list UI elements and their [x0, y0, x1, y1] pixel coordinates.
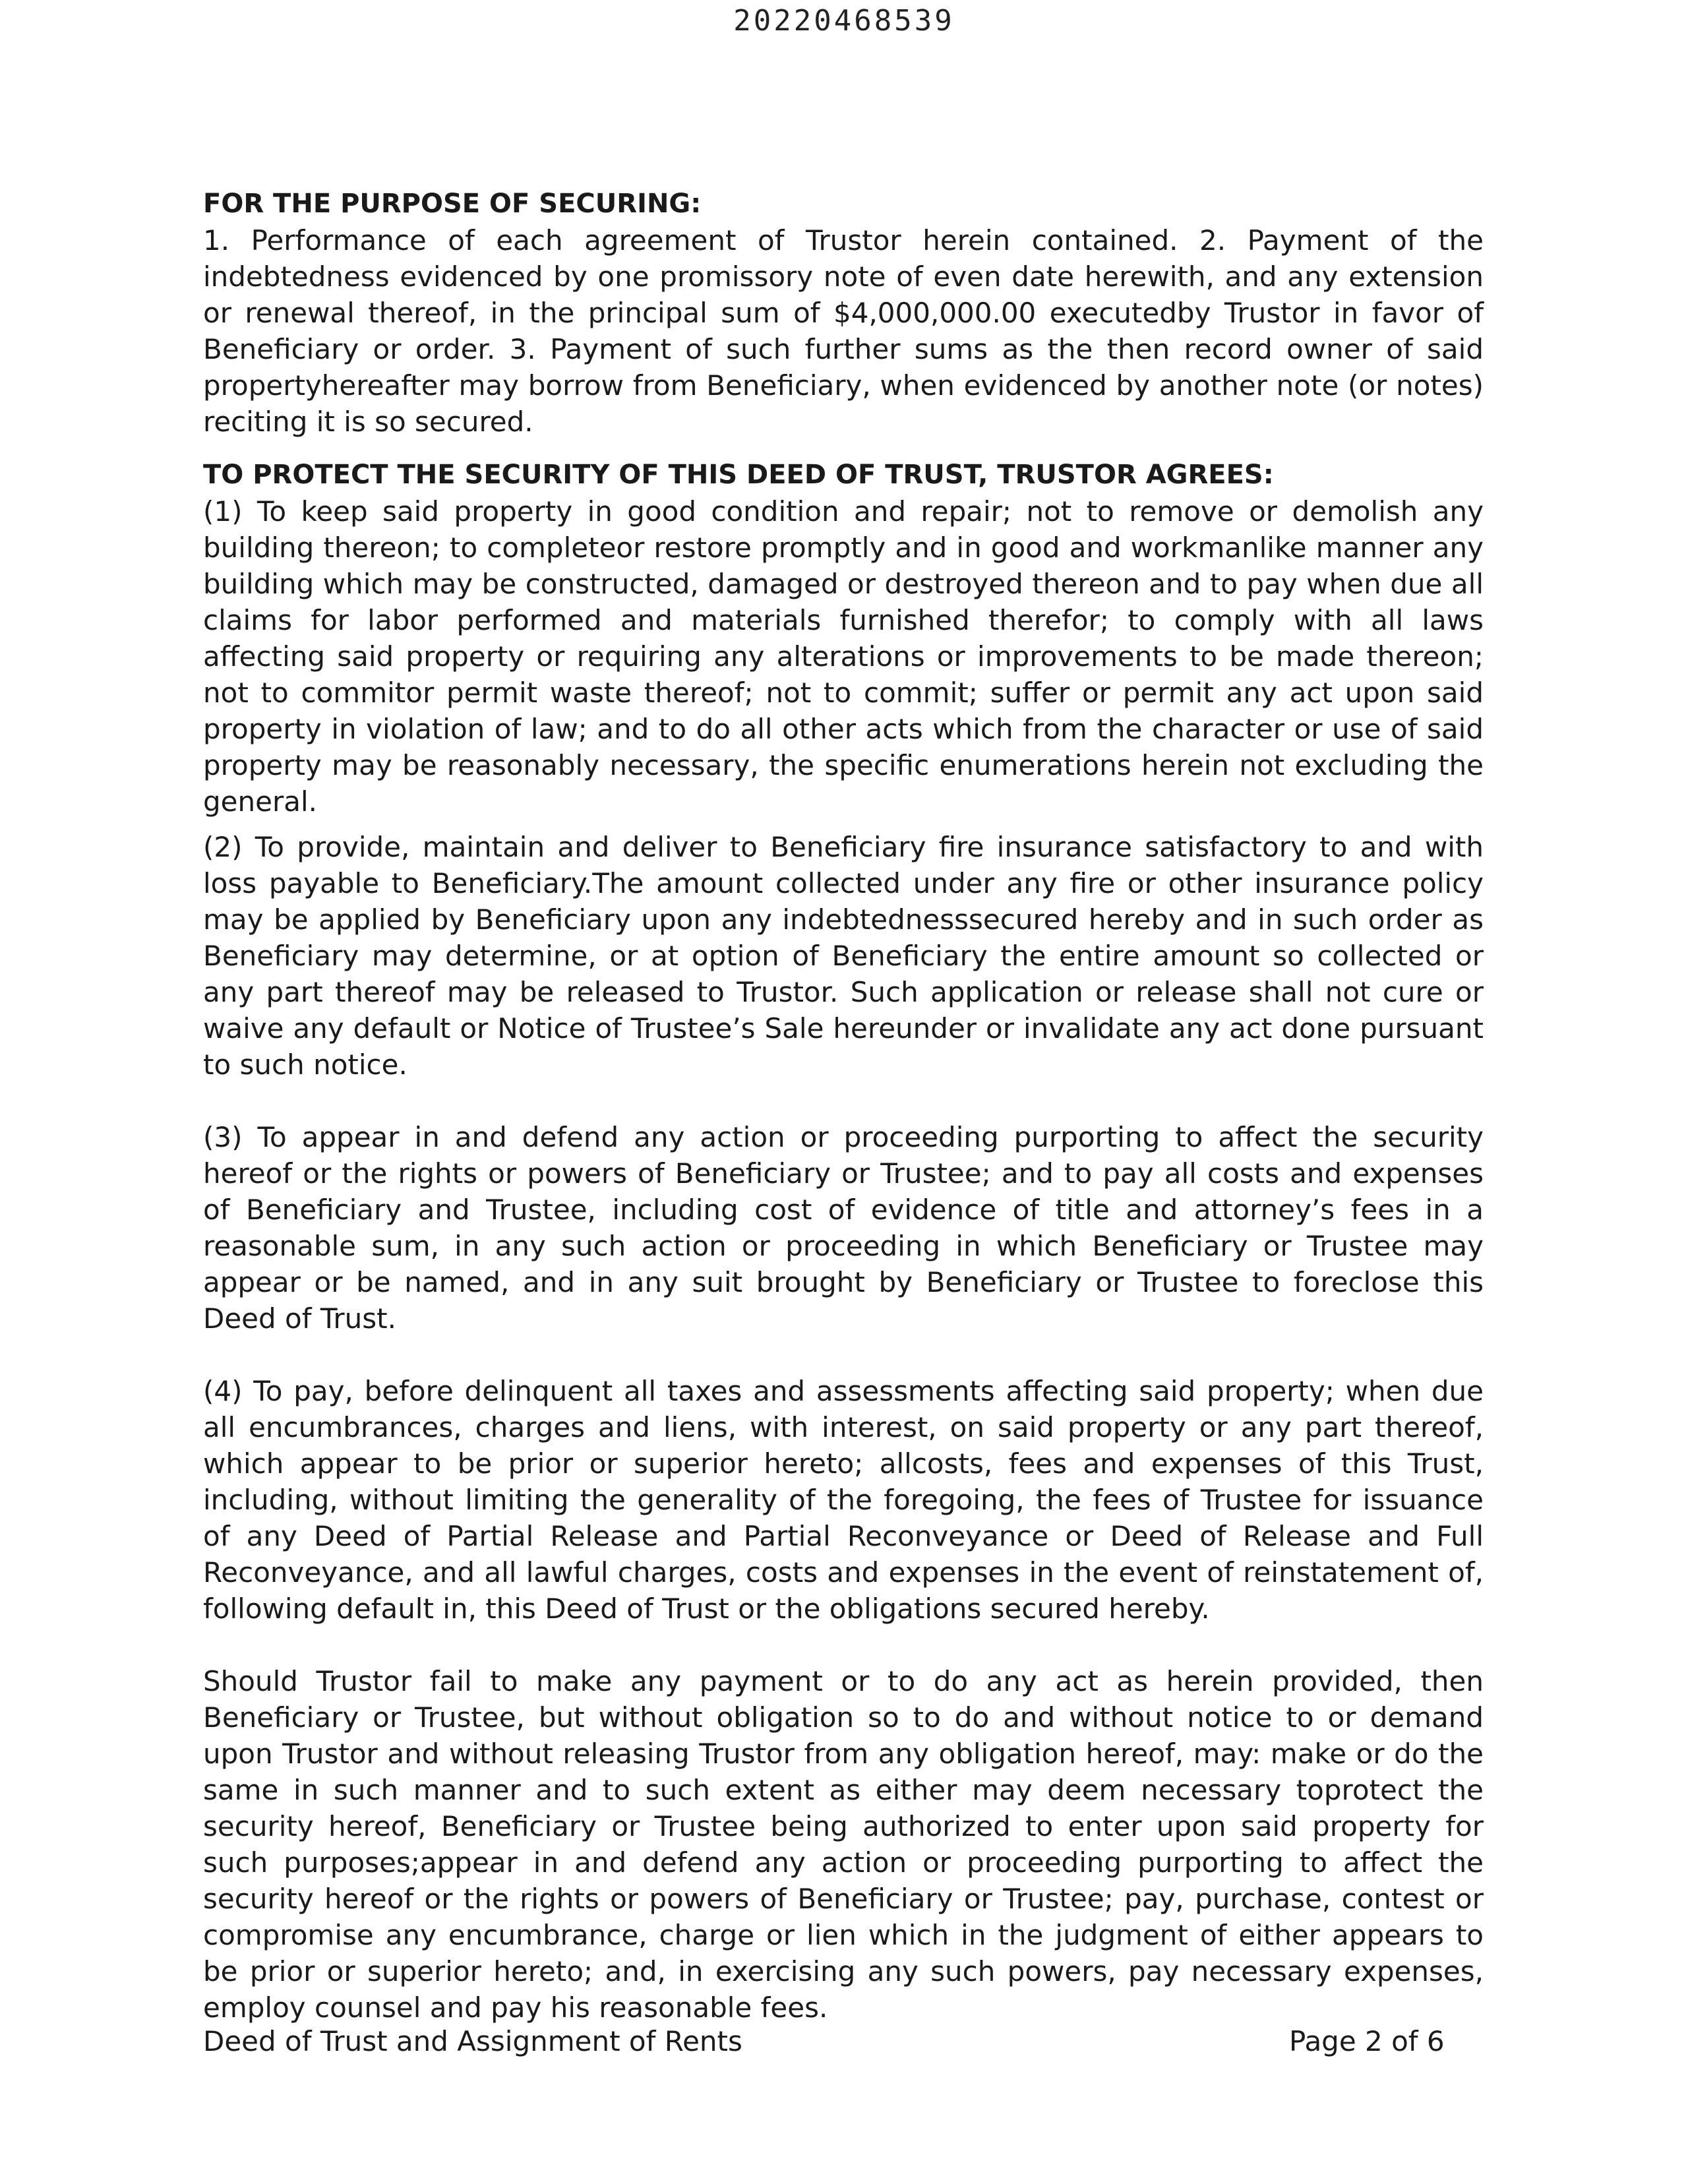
clause-2: (2) To provide, maintain and deliver to Beneficiary fire insurance satisfactory to and with loss payable to Beneficiary.The amount collected under any fire or other insurance policy may be applied by Beneficiary upon any indebtednesssecured hereby and in such order as Beneficiary may determine, or at option of Beneficiary the entire amount so collected or any part thereof may be released to Trustor. Such application or release shall not cure or waive any default or Notice of Trustee’s Sale hereunder or invalidate any act done pursuant to such notice.	[203, 831, 1484, 1081]
purpose-heading: FOR THE PURPOSE OF SECURING:	[203, 189, 702, 219]
trustor-failure-clause: Should Trustor fail to make any payment or to do any act as herein provided, then Beneficiary or Trustee, but without obligation so to do and without notice to or demand upon Trustor and without releasing Trustor from any obligation hereof, may: make or do the same in such manner and to such extent as either may deem necessary toprotect the security hereof, Beneficiary or Trustee being authorized to enter upon said property for such purposes;appear in and defend any action or proceeding purporting to affect the security hereof or the rights or powers of Beneficiary or Trustee; pay, purchase, contest or compromise any encumbrance, charge or lien which in the judgment of either appears to be prior or superior hereto; and, in exercising any such powers, pay necessary expenses, employ counsel and pay his reasonable fees.	[203, 1665, 1484, 2024]
document-body	[203, 186, 1484, 2026]
purpose-text: 1. Performance of each agreement of Trustor herein contained. 2. Payment of the indebtedness evidenced by one promissory note of even date herewith, and any extension or renewal thereof, in the principal sum of $4,000,000.00 executedby Trustor in favor of Beneficiary or order. 3. Payment of such further sums as the then record owner of said propertyhereafter may borrow from Beneficiary, when evidenced by another note (or notes) reciting it is so secured.	[203, 224, 1484, 438]
clause-3: (3) To appear in and defend any action or proceeding purporting to affect the security hereof or the rights or powers of Beneficiary or Trustee; and to pay all costs and expenses of Beneficiary and Trustee, including cost of evidence of title and attorney’s fees in a reasonable sum, in any such action or proceeding in which Beneficiary or Trustee may appear or be named, and in any suit brought by Beneficiary or Trustee to foreclose this Deed of Trust.	[203, 1121, 1484, 1335]
protect-heading: TO PROTECT THE SECURITY OF THIS DEED OF TRUST, TRUSTOR AGREES:	[203, 460, 1274, 490]
footer-title: Deed of Trust and Assignment of Rents	[203, 2025, 742, 2057]
recording-number: 20220468539	[733, 4, 955, 38]
clause-1: (1) To keep said property in good condition and repair; not to remove or demolish any building thereon; to completeor restore promptly and in good and workmanlike manner any building which may be constructed, damaged or destroyed thereon and to pay when due all claims for labor performed and materials furnished therefor; to comply with all laws affecting said property or requiring any alterations or improvements to be made thereon; not to commitor permit waste thereof; not to commit; suffer or permit any act upon said property in violation of law; and to do all other acts which from the character or use of said property may be reasonably necessary, the specific enumerations herein not excluding the general.	[203, 495, 1484, 818]
clause-4: (4) To pay, before delinquent all taxes and assessments affecting said property; when due all encumbrances, charges and liens, with interest, on said property or any part thereof, which appear to be prior or superior hereto; allcosts, fees and expenses of this Trust, including, without limiting the generality of the foregoing, the fees of Trustee for issuance of any Deed of Partial Release and Partial Reconveyance or Deed of Release and Full Reconveyance, and all lawful charges, costs and expenses in the event of reinstatement of, following default in, this Deed of Trust or the obligations secured hereby.	[203, 1375, 1484, 1625]
page-number: Page 2 of 6	[1289, 2025, 1445, 2057]
